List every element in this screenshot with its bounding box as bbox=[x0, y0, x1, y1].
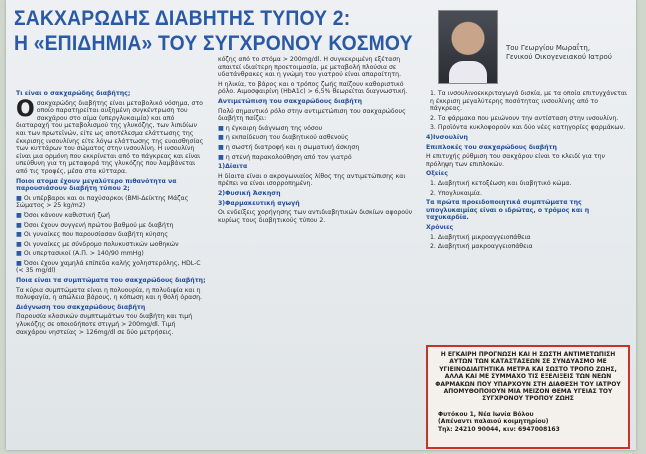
list-item: 3. Προϊόντα κυκλοφορούν και δύο νέες κατηγορίες φαρμάκων. bbox=[430, 124, 626, 132]
bullet-icon: ■ bbox=[218, 124, 226, 132]
list-item: 1. Διαβητική μικροαγγειοπάθεια bbox=[430, 233, 531, 241]
list-item: ■ Οι υπερτασικοί (Α.Π. > 140/90 mmHg) bbox=[16, 250, 144, 258]
intro-paragraph bbox=[16, 96, 206, 176]
list-item: ■ η έγκαιρη διάγνωση της νόσου bbox=[218, 124, 323, 132]
list-item: ■ η στενή παρακολούθηση από τον γιατρό bbox=[218, 153, 352, 161]
subheading-medication: 3)Φαρμακευτική αγωγή bbox=[218, 199, 300, 207]
bullet-icon: ■ bbox=[16, 250, 24, 258]
list-item: ■ Οι γυναίκες που παρουσίασαν διαβήτη κύησης bbox=[16, 231, 168, 239]
advertisement-box bbox=[426, 345, 630, 449]
list-item: 1. Διαβητική κετοξέωση και διαβητικό κώμα. bbox=[430, 179, 572, 187]
headline-line-2: Η «ΕΠΙΔΗΜΙΑ» ΤΟΥ ΣΥΓΧΡΟΝΟΥ ΚΟΣΜΟΥ bbox=[14, 32, 413, 55]
ad-phone: Τηλ: 24210 90044, κιν: 6947008163 bbox=[438, 425, 560, 433]
drop-cap: Ο bbox=[16, 96, 35, 122]
intro-text: σακχαρώδης διαβήτης είναι μεταβολικό νόσημα, στο οποίο παρατηρείται αυξημένη συγκέντρωση του σακχάρου στο αίμα (υπεργλυκαιμία) και από διαταραχή του μεταβολισμού της γλυκόζης, των λιπιδίων και των πρωτεϊνών, είτε ως αποτέλεσμα ελάττωσης της έκκρισης ινσουλίνης είτε λόγω ελάττωσης της ευαισθησίας των κυττάρων του σώματος στην ινσουλίνη. Η ινσουλίνη είναι μια ορμόνη που εκκρίνεται από το πάγκρεας και είναι υπεύθυνη για τη μεταφορά της γλυκόζης που λαμβάνεται από τις τροφές, μέσα στα κύτταρα. bbox=[16, 99, 204, 175]
section-heading-diagnosis: Διάγνωση του σακχαρώδους διαβήτη bbox=[16, 303, 146, 311]
list-item: ■ Όσοι έχουν συγγενή πρώτου βαθμού με διαβήτη bbox=[16, 221, 174, 229]
bullet-icon: ■ bbox=[218, 143, 226, 151]
list-item: ■ η σωστή διατροφή και η σωματική άσκηση bbox=[218, 143, 360, 151]
section-heading-what-is: Τι είναι ο σακχαρώδης διαβήτης; bbox=[16, 90, 131, 97]
author-photo bbox=[438, 10, 498, 84]
column-2 bbox=[218, 56, 414, 226]
bullet-icon: ■ bbox=[16, 221, 24, 229]
subheading-insulin: 4)Ινσουλίνη bbox=[426, 133, 468, 141]
ad-address-line-2: (Απέναντι παλαιού κοιμητηρίου) bbox=[438, 418, 549, 426]
list-item: 1. Τα ινσουλινοεκκριταγωγά δισκία, με τα οποία επιτυγχάνεται η έκκριση μεγαλύτερης ποσότητας ινσουλίνης από το πάγκρεας. bbox=[430, 90, 628, 113]
section-heading-risk: Ποιοι ατομα έχουν μεγαλύτερο πιθανότητα να παρουσιάσουν διαβήτη τύπου 2; bbox=[16, 177, 177, 193]
bullet-icon: ■ bbox=[16, 231, 24, 239]
paragraph: Η δίαιτα είναι ο ακρογωνιαίος λίθος της αντιμετώπισης και πρέπει να είναι ισορροπημένη. bbox=[218, 172, 406, 188]
list-item: ■ η εκπαίδευση του διαβητικού ασθενούς bbox=[218, 134, 349, 142]
author-title: Γενικού Οικογενειακού Ιατρού bbox=[506, 53, 612, 61]
paragraph: Η επιτυχής ρύθμιση του σακχάρου είναι το κλειδί για την πρόληψη των επιπλοκών. bbox=[426, 153, 605, 168]
symptoms-paragraph: Τα κύρια συμπτώματα είναι η πολυουρία, η πολυδιψία και η πολυφαγία, η απώλεια βάρους, η κόπωση και η θολή όραση. bbox=[16, 286, 203, 302]
bullet-icon: ■ bbox=[218, 153, 226, 161]
author-name: Του Γεωργίου Μωραΐτη, bbox=[506, 44, 591, 52]
paragraph: Οι ενδείξεις χορήγησης των αντιδιαβητικών δισκίων αφορούν κυρίως τους διαβητικούς τύπου 2. bbox=[218, 209, 413, 224]
paragraph: Η ηλικία, το βάρος και ο τρόπος ζωής παίζουν καθοριστικό ρόλο. Αιμοσφαιρίνη (HbA1c) > 6,5% θεωρείται διαγνωστική. bbox=[218, 80, 408, 96]
ad-text: Η ΕΓΚΑΙΡΗ ΠΡΟΓΝΩΣΗ ΚΑΙ Η ΣΩΣΤΗ ΑΝΤΙΜΕΤΩΠΙΣΗ ΑΥΤΩΝ ΤΩΝ ΚΑΤΑΣΤΑΣΕΩΝ ΣΕ ΣΥΝΔΥΑΣΜΟ ΜΕ ΥΓΙΕΙΝΟΔΙΑΙΤΗΤΙΚΑ ΜΕΤΡΑ ΚΑΙ ΣΩΣΤΟ ΤΡΟΠΟ ΖΩΗΣ, ΑΛΛΑ ΚΑΙ ΜΕ ΣΥΜΜΑΧΟ ΤΙΣ ΕΞΕΛΙΞΕΙΣ ΤΩΝ ΝΕΩΝ ΦΑΡΜΑΚΩΝ ΠΟΥ ΥΠΑΡΧΟΥΝ ΣΤΗ ΔΙΑΘΕΣΗ ΤΟΥ ΙΑΤΡΟΥ ΑΠΟΜΥΘΟΠΟΙΟΥΝ ΜΙΑ ΜΕΙΖΟΝ ΘΕΜΑ ΥΓΕΙΑΣ ΤΟΥ ΣΥΓΧΡΟΝΟΥ ΤΡΟΠΟΥ ΖΩΗΣ bbox=[435, 351, 621, 403]
section-heading-complications: Επιπλοκές του σακχαρώδους διαβήτη bbox=[426, 143, 557, 151]
list-item: ■ Όσοι έχουν χαμηλά επίπεδα καλής χοληστερόλης, HDL-C (< 35 mg/dl) bbox=[16, 259, 201, 275]
list-item: 2. Υπογλυκαιμία. bbox=[430, 189, 482, 197]
ad-address bbox=[428, 411, 628, 433]
column-3 bbox=[426, 90, 631, 253]
paragraph: Πολύ σημαντικό ρόλο στην αντιμετώπιση του σακχαρώδους διαβήτη παίζει: bbox=[218, 107, 406, 123]
ad-address-line-1: Φυτόκου 1, Νέα Ιωνία Βόλου bbox=[438, 410, 534, 418]
subheading-acute: Οξείες bbox=[426, 170, 448, 178]
section-heading-symptoms: Ποια είναι τα συμπτώματα του σακχαρώδους διαβήτη; bbox=[16, 277, 206, 285]
headline-line-1: ΣΑΚΧΑΡΩΔΗΣ ΔΙΑΒΗΤΗΣ ΤΥΠΟΥ 2: bbox=[14, 7, 351, 30]
author-byline bbox=[506, 44, 636, 62]
list-item: ■ Όσοι κάνουν καθιστική ζωή bbox=[16, 211, 110, 219]
bullet-icon: ■ bbox=[16, 259, 24, 267]
section-heading-treatment: Αντιμετώπιση του σακχαρώδους διαβήτη bbox=[218, 97, 363, 105]
article-headline bbox=[14, 6, 413, 56]
list-item: 2. Διαβητική μακροαγγειοπάθεια bbox=[430, 243, 533, 251]
subheading-chronic: Χρόνιες bbox=[426, 223, 454, 231]
bullet-icon: ■ bbox=[218, 134, 226, 142]
author-photo-shirt bbox=[449, 61, 487, 83]
newspaper-page bbox=[6, 0, 636, 450]
list-item: ■ Οι γυναίκες με σύνδρομο πολυκυστικών ωοθηκών bbox=[16, 240, 179, 248]
risk-factor-list bbox=[16, 195, 206, 275]
diagnosis-paragraph: Παρουσία κλασικών συμπτωμάτων του διαβήτη και τιμή γλυκόζης σε οποιοδήποτε στιγμή > 200mg/dl. Τιμή σακχάρου νηστείας > 126mg/dl σε δύο μετρήσεις. bbox=[16, 313, 193, 336]
treatment-goals-list bbox=[218, 125, 414, 161]
list-item: 2. Τα φάρμακα που μειώνουν την αντίσταση στην ινσουλίνη. bbox=[430, 114, 619, 122]
subheading-exercise: 2)Φυσική Άσκηση bbox=[218, 189, 281, 197]
subheading-diet: 1)Δίαιτα bbox=[218, 163, 248, 171]
bullet-icon: ■ bbox=[16, 194, 24, 202]
bullet-icon: ■ bbox=[16, 240, 24, 248]
paragraph: κόζης από το στόμα > 200mg/dl. Η συγκεκριμένη εξέταση απαιτεί ιδιαίτερη προετοιμασία, με μεταβολή πλούσια σε υδατάνθρακες και η γνώμη του γιατρού είναι απαραίτητη. bbox=[218, 56, 402, 79]
column-1 bbox=[16, 90, 206, 338]
hypoglycemia-note: Τα πρώτα προειδοποιητικά συμπτώματα της υπογλυκαιμίας είναι ο ιδρώτας, ο τρόμος και η ταχυκαρδία. bbox=[426, 199, 590, 222]
list-item: ■ Οι υπέρβαροι και οι παχύσαρκοι (BMI-Δείκτης Μάζας Σώματος > 25 kg/m2) bbox=[16, 194, 189, 210]
bullet-icon: ■ bbox=[16, 211, 24, 219]
